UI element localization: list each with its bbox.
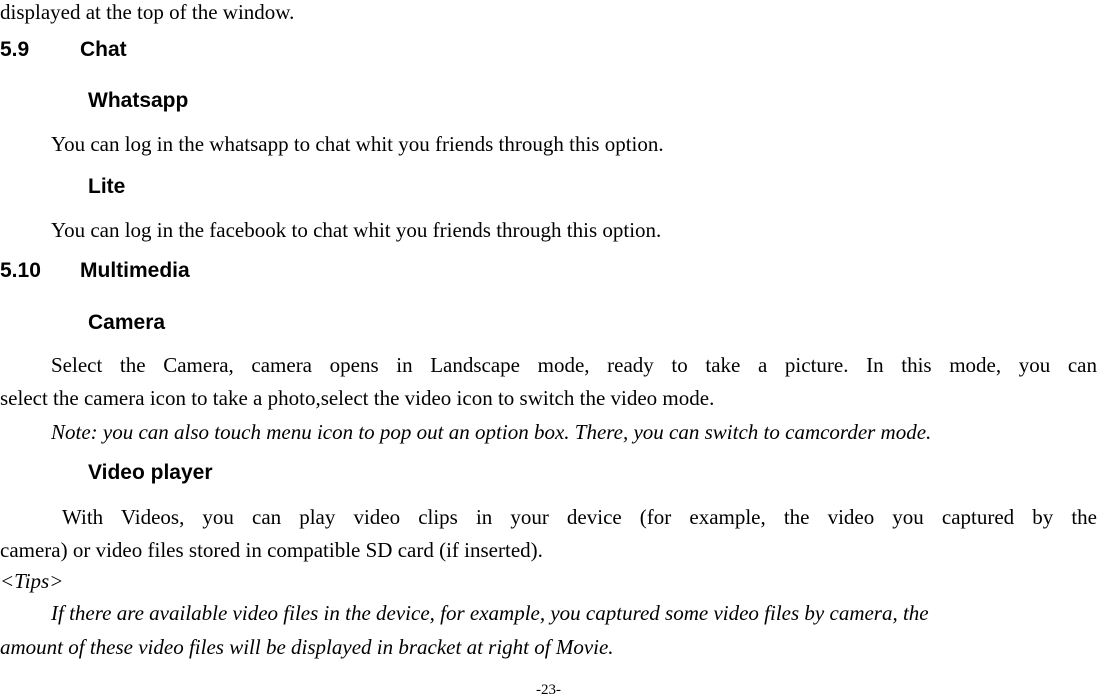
section-heading-multimedia	[0, 259, 190, 283]
section-number: 5.10	[0, 259, 41, 282]
section-heading-chat	[0, 38, 127, 62]
intro-line: displayed at the top of the window.	[0, 0, 295, 24]
tips-label: <Tips>	[0, 569, 64, 593]
section-title: Chat	[80, 38, 127, 61]
note-camera: Note: you can also touch menu icon to pop out an option box. There, you can switch to camcorder mode.	[51, 420, 932, 444]
subheading-lite: Lite	[88, 175, 126, 198]
section-title: Multimedia	[80, 259, 190, 282]
paragraph-whatsapp: You can log in the whatsapp to chat whit you friends through this option.	[51, 132, 664, 156]
subheading-video-player: Video player	[88, 461, 213, 484]
subheading-camera: Camera	[88, 311, 166, 334]
page-number: -23-	[536, 682, 561, 698]
paragraph-camera-line2: select the camera icon to take a photo,select the video icon to switch the video mode.	[0, 386, 715, 410]
paragraph-video-line1: With Videos, you can play video clips in your device (for example, the video you captured by the	[62, 505, 1097, 529]
section-number: 5.9	[0, 38, 30, 61]
paragraph-camera-line1: Select the Camera, camera opens in Landscape mode, ready to take a picture. In this mode, you can	[51, 353, 1097, 377]
tips-line1: If there are available video files in the device, for example, you captured some video files by camera, the	[51, 601, 929, 625]
tips-line2: amount of these video files will be displayed in bracket at right of Movie.	[0, 635, 614, 659]
paragraph-lite: You can log in the facebook to chat whit you friends through this option.	[51, 218, 662, 242]
paragraph-video-line2: camera) or video files stored in compatible SD card (if inserted).	[0, 538, 543, 562]
subheading-whatsapp: Whatsapp	[88, 89, 189, 112]
